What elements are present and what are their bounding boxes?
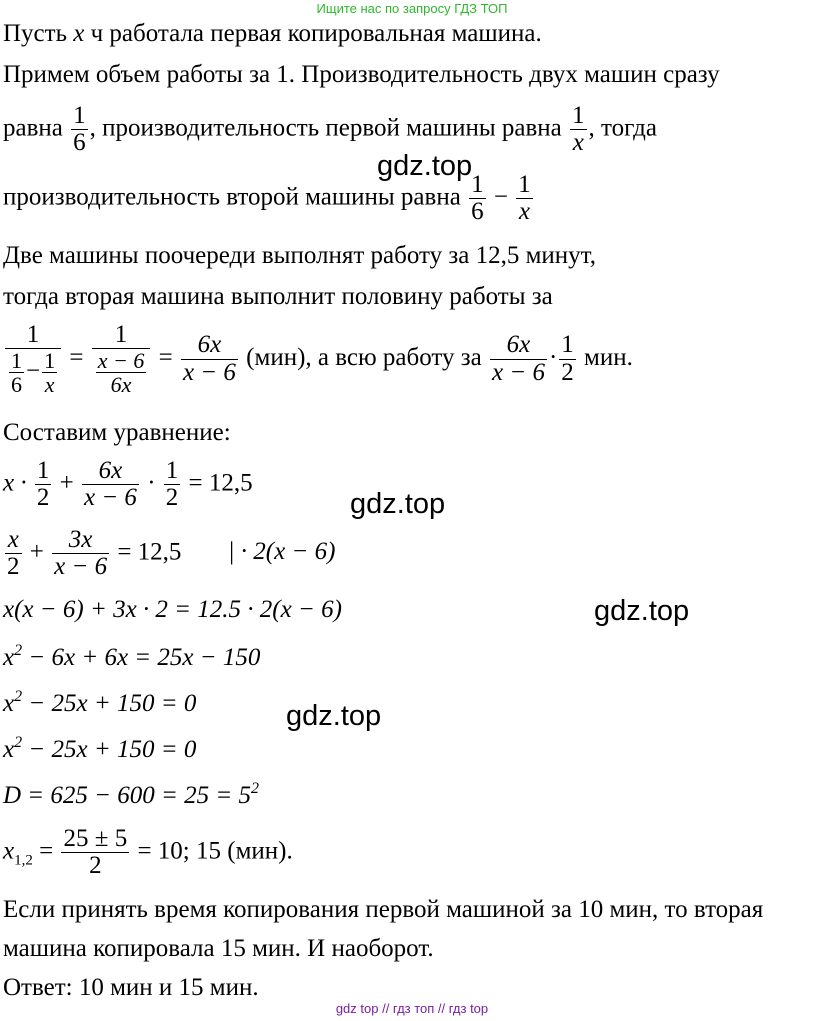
fraction-whole: $\frac{6x}{x - 6}$ bbox=[491, 331, 545, 386]
complex-fraction-line bbox=[3, 322, 633, 396]
search-hint-banner: Ищите нас по запросу ГДЗ ТОП bbox=[316, 1, 508, 16]
eq7-a: D = 625 − 600 = 25 = 5 bbox=[3, 782, 252, 809]
eq4-rest: − 6x + 6x = 25x − 150 bbox=[22, 644, 261, 671]
line3-pre: равна bbox=[3, 114, 70, 142]
eq1-half: $\frac{1}{2}$ bbox=[36, 457, 50, 512]
watermark: gdz.top bbox=[286, 700, 382, 732]
eq5-rest: − 25x + 150 = 0 bbox=[22, 690, 197, 717]
line3-post: , тогда bbox=[588, 114, 657, 142]
eq8-x: x bbox=[3, 837, 15, 865]
end-unit: мин. bbox=[584, 343, 633, 371]
text-line-3 bbox=[3, 103, 657, 157]
equals-1: = bbox=[69, 343, 84, 371]
conclusion-line-2: машина копировала 15 мин. И наоборот. bbox=[3, 935, 434, 962]
text-line-1 bbox=[3, 21, 542, 46]
fraction-half: $\frac{1}{2}$ bbox=[561, 331, 574, 386]
footer-links: gdz top // гдз топ // гдз top bbox=[335, 1001, 489, 1016]
equation-2 bbox=[3, 527, 335, 581]
eq4-sup: 2 bbox=[14, 642, 23, 659]
eq8-frac: $\frac{25 \pm 5}{2}$ bbox=[63, 825, 128, 880]
line3-mid: , производительность первой машины равна bbox=[89, 114, 569, 142]
text-line-6: тогда вторая машина выполнит половину работы за bbox=[3, 283, 553, 310]
line1-var: x bbox=[73, 20, 85, 47]
eq1-rhs: = 12,5 bbox=[182, 469, 253, 497]
compound-fraction-left: 1 $\frac{1}{6}$ − $\frac{1}{x}$ bbox=[5, 322, 61, 396]
sub-frac-1: $\frac{1}{6}$ bbox=[11, 348, 22, 398]
dot: · bbox=[548, 343, 558, 371]
answer-line: Ответ: 10 мин и 15 мин. bbox=[3, 974, 259, 1001]
eq8-sub: 1,2 bbox=[14, 852, 33, 869]
sub-frac-2: $\frac{1}{x}$ bbox=[44, 348, 56, 398]
text-line-5: Две машины поочереди выполнят работу за 12,5 минут, bbox=[3, 242, 596, 269]
eq2-rhs: = 12,5 bbox=[111, 538, 182, 566]
eq8-eq: = bbox=[32, 837, 60, 865]
eq2-a: $\frac{x}{2}$ bbox=[7, 526, 20, 581]
eq6-a: x bbox=[3, 736, 15, 763]
minus: − bbox=[26, 357, 41, 385]
eq1-a: x · bbox=[3, 469, 33, 497]
text-line-2: Примем объем работы за 1. Производительность двух машин сразу bbox=[3, 61, 720, 88]
fraction-a: $\frac{1}{6}$ bbox=[471, 171, 484, 226]
eq6-sup: 2 bbox=[14, 734, 23, 751]
watermark: gdz.top bbox=[350, 488, 446, 520]
equation-roots bbox=[3, 826, 293, 880]
eq8-rest: = 10; 15 (мин). bbox=[131, 837, 293, 865]
fraction-result: $\frac{6x}{x - 6}$ bbox=[182, 331, 236, 386]
equation-6 bbox=[3, 735, 196, 762]
eq2-b: $\frac{3x}{x - 6}$ bbox=[54, 526, 108, 581]
eq4-a: x bbox=[3, 644, 15, 671]
watermark: gdz.top bbox=[594, 595, 690, 627]
eq1-frac: $\frac{6x}{x - 6}$ bbox=[83, 457, 137, 512]
equals-2: = bbox=[158, 343, 173, 371]
fraction-one-sixth: $\frac{1}{6}$ bbox=[73, 102, 86, 157]
eq2-multiplier: | · 2(x − 6) bbox=[227, 538, 336, 566]
eq1-plus: + bbox=[53, 469, 80, 497]
sub-frac-3: $\frac{x - 6}{6x}$ bbox=[97, 348, 145, 398]
eq1-half-2: $\frac{1}{2}$ bbox=[165, 457, 179, 512]
eq7-sup: 2 bbox=[251, 780, 260, 797]
eq1-dot: · bbox=[140, 469, 162, 497]
equation-3: x(x − 6) + 3x · 2 = 12.5 · 2(x − 6) bbox=[3, 596, 342, 623]
eq5-a: x bbox=[3, 690, 15, 717]
equation-discriminant bbox=[3, 781, 259, 808]
fraction-b: $\frac{1}{x}$ bbox=[518, 171, 531, 226]
watermark: gdz.top bbox=[377, 150, 473, 182]
fraction-one-over-x: $\frac{1}{x}$ bbox=[572, 102, 585, 157]
compound-fraction-mid: $\frac{1}{\frac{x - 6}{6x}}$ bbox=[92, 322, 151, 396]
eq6-rest: − 25x + 150 = 0 bbox=[22, 736, 197, 763]
minus-sign: − bbox=[487, 183, 515, 211]
conclusion-line-1: Если принять время копирования первой машиной за 10 мин, то вторая bbox=[3, 896, 764, 923]
text-line-8: Составим уравнение: bbox=[3, 419, 231, 446]
line1-post: ч работала первая копировальная машина. bbox=[84, 20, 542, 47]
unit-text: (мин), а всю работу за bbox=[246, 343, 482, 371]
line1-pre: Пусть bbox=[3, 20, 74, 47]
eq2-plus: + bbox=[23, 538, 51, 566]
eq5-sup: 2 bbox=[14, 688, 23, 705]
equation-4 bbox=[3, 643, 260, 670]
equation-1 bbox=[3, 458, 253, 512]
line4-pre: производительность второй машины равна bbox=[3, 183, 468, 211]
equation-5 bbox=[3, 689, 196, 716]
